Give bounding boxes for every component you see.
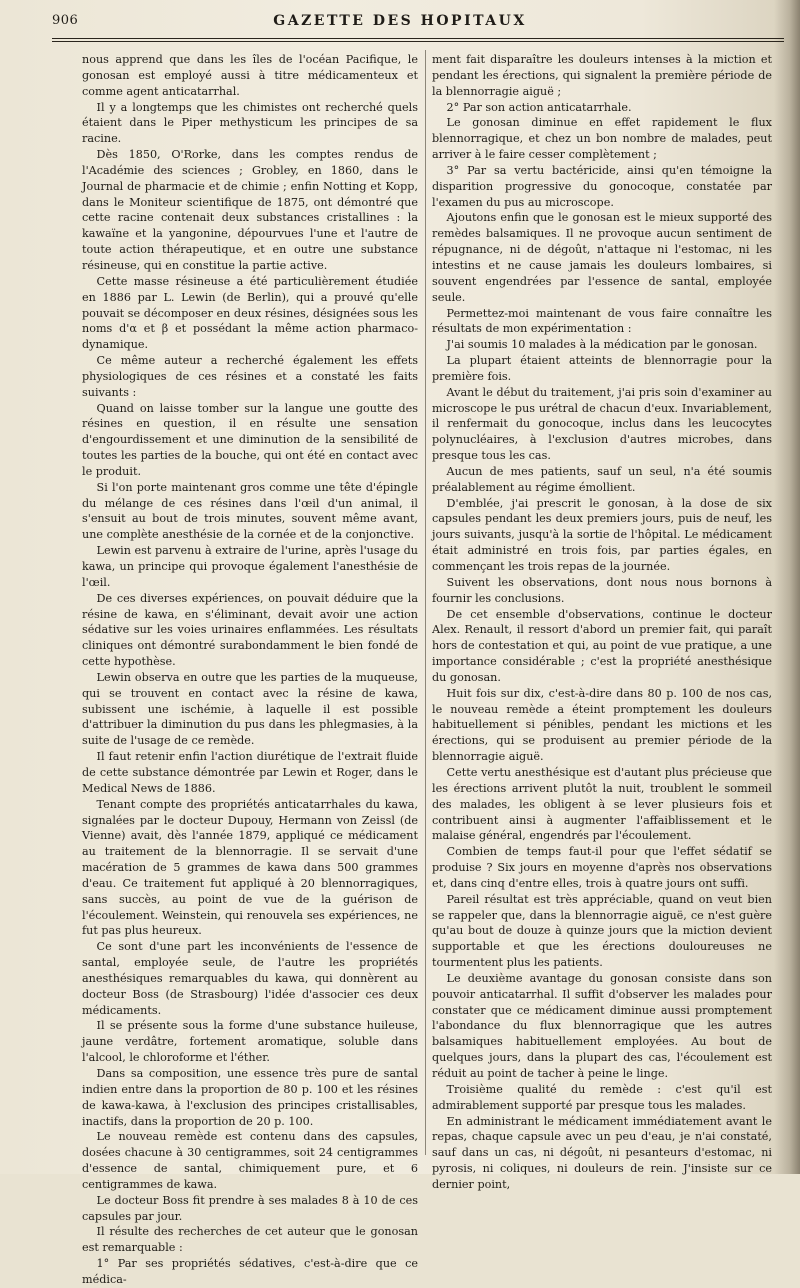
header-rule [52,38,784,39]
paragraph: Troisième qualité du remède : c'est qu'il est admirablement supporté par presque tous les malades. [432,1082,772,1112]
paragraph: ment fait disparaître les douleurs intenses à la miction et pendant les érections, qui signalent la première période de la blennorragie aiguë ; [432,53,772,98]
paragraph: Dans sa composition, une essence très pure de santal indien entre dans la proportion de 80 p. 100 et les résines de kawa-kawa, à l'exclusion des principes cristallisables, inactifs, dans la proportion de 20 p. 100. [82,1067,418,1128]
paragraph: Tenant compte des propriétés anticatarrhales du kawa, signalées par le docteur Dupouy, Hermann von Zeissl (de Vienne) avait, dès l'année 1879, appliqué ce médicament au traitement de la blennorragie. Il se servait d'une macération de 5 grammes de kawa dans 500 grammes d'eau. Ce traitement fut appliqué à 20 blennorragiques, sans succès, au point de vue de la guérison de l'écoulement. Weinstein, qui renouvela ses expériences, ne fut pas plus heureux. [82,797,418,938]
paragraph: 2° Par son action anticatarrhale. [446,100,632,114]
paragraph: Huit fois sur dix, c'est-à-dire dans 80 p. 100 de nos cas, le nouveau remède a éteint promptement les douleurs habituellement si pénibles, pendant les mictions et les érections, qui se produisent au premier période de la blennorragie aiguë. [432,686,772,764]
paragraph: J'ai soumis 10 malades à la médication par le gonosan. [446,338,758,352]
paragraph: nous apprend que dans les îles de l'océan Pacifique, le gonosan est employé aussi à titre médicamenteux et comme agent anticatarrhal. [82,53,418,98]
column-divider [425,50,426,1155]
paragraph: Quand on laisse tomber sur la langue une goutte des résines en question, il en résulte une sensation d'engourdissement et une diminution de la sensibilité de toutes les parties de la bouche, qui ont été en contact avec le produit. [82,401,418,478]
paragraph: Ce sont d'une part les inconvénients de l'essence de santal, employée seule, de l'autre les propriétés anesthésiques remarquables du kawa, qui donnèrent au docteur Boss (de Strasbourg) l'idée d'associer ces deux médicaments. [82,940,418,1017]
paragraph: Permettez-moi maintenant de vous faire connaître les résultats de mon expérimentation : [432,306,772,336]
paragraph: Ajoutons enfin que le gonosan est le mieux supporté des remèdes balsamiques. Il ne provoque aucun sentiment de répugnance, ni de dégoût, n'attaque ni l'estomac, ni les intestins et ne cause jamais les douleurs lombaires, si souvent engendrées par l'essence de santal, employée seule. [432,211,772,304]
paragraph: D'emblée, j'ai prescrit le gonosan, à la dose de six capsules pendant les deux premiers jours, puis de neuf, les jours suivants, jusqu'à la sortie de l'hôpital. Le médicament était administré en trois fois, par parties égales, en commençant les trois repas de la journée. [432,496,772,573]
paragraph: La plupart étaient atteints de blennorragie pour la première fois. [432,354,772,383]
paragraph: Avant le début du traitement, j'ai pris soin d'examiner au microscope le pus urétral de chacun d'eux. Invariablement, il renfermait du gonocoque, inclus dans les leucocytes polynucléaires, à l'exclusion d'autres microbes, dans presque tous les cas. [432,385,772,463]
paragraph: Combien de temps faut-il pour que l'effet sédatif se produise ? Six jours en moyenne d'après nos observations et, dans cinq d'entre elles, trois à quatre jours ont suffi. [432,845,772,890]
paragraph: Il y a longtemps que les chimistes ont recherché quels étaient dans le Piper methysticum les principes de sa racine. [82,100,418,146]
header-rule-double [52,41,784,42]
right-column [432,52,772,1193]
paragraph: Cette vertu anesthésique est d'autant plus précieuse que les érections arrivent plutôt la nuit, troublent le sommeil des malades, les obligent à se lever plusieurs fois et contribuent ainsi à augmenter l'affaiblissement et le malaise général, engendrés par l'écoulement. [432,765,772,843]
paragraph: Le docteur Boss fit prendre à ses malades 8 à 10 de ces capsules par jour. [82,1193,418,1223]
paragraph: Le gonosan diminue en effet rapidement le flux blennorragique, et chez un bon nombre de malades, peut arriver à le faire cesser complètement ; [432,116,772,162]
paragraph: Lewin est parvenu à extraire de l'urine, après l'usage du kawa, un principe qui provoque également l'anesthésie de l'œil. [82,544,418,589]
paragraph: 1° Par ses propriétés sédatives, c'est-à-dire que ce médica- [82,1257,418,1286]
paragraph: Si l'on porte maintenant gros comme une tête d'épingle du mélange de ces résines dans l'œil d'un animal, il s'ensuit au bout de trois minutes, souvent même avant, une complète anesthésie de la cornée et de la conjonctive. [82,480,418,542]
paragraph: Lewin observa en outre que les parties de la muqueuse, qui se trouvent en contact avec la résine de kawa, subissent une ischémie, à laquelle il est possible d'attribuer la diminution du pus dans les phlegmasies, à la suite de l'usage de ce remède. [82,670,418,748]
paragraph: Il se présente sous la forme d'une substance huileuse, jaune verdâtre, fortement aromatique, soluble dans l'alcool, le chloroforme et l'éther. [82,1019,418,1065]
paragraph: Il faut retenir enfin l'action diurétique de l'extrait fluide de cette substance démontrée par Lewin et Roger, dans le Medical News de 1886. [82,750,418,795]
paragraph: Dès 1850, O'Rorke, dans les comptes rendus de l'Académie des sciences ; Grobley, en 1860, dans le Journal de pharmacie et de chimie ; enfin Notting et Kopp, dans le Moniteur scientifique de 1875, ont démontré que cette racine contenait deux substances cristallines : la kawaïne et la yangonine, dépourvues l'une et l'autre de toute action thérapeutique, et en outre une substance résineuse, qui en constitue la partie active. [82,148,418,272]
paragraph: Pareil résultat est très appréciable, quand on veut bien se rappeler que, dans la blennorragie aiguë, ce n'est guère qu'au bout de douze à quinze jours que la miction devient supportable et que les érections douloureuses ne tourmentent plus les patients. [432,892,772,970]
paragraph: En administrant le médicament immédiatement avant le repas, chaque capsule avec un peu d'eau, je n'ai constaté, sauf dans un cas, ni dégoût, ni pesanteurs d'estomac, ni pyrosis, ni coliques, ni douleurs de rein. J'insiste sur ce dernier point, [432,1114,772,1191]
page-number: 906 [52,13,79,28]
paragraph: Il résulte des recherches de cet auteur que le gonosan est remarquable : [82,1225,418,1255]
paragraph: 3° Par sa vertu bactéricide, ainsi qu'en témoigne la disparition progressive du gonocoque, constatée par l'examen du pus au microscope. [432,163,772,209]
paragraph: Ce même auteur a recherché également les effets physiologiques de ces résines et a constaté les faits suivants : [82,354,418,399]
left-column [82,52,418,1288]
paragraph: De cet ensemble d'observations, continue le docteur Alex. Renault, il ressort d'abord un premier fait, qui paraît hors de contestation et qui, au point de vue pratique, a une importance considérable ; c'est la propriété anesthésique du gonosan. [432,607,772,684]
running-title: GAZETTE DES HOPITAUX [273,13,527,29]
paragraph: Cette masse résineuse a été particulièrement étudiée en 1886 par L. Lewin (de Berlin), qui a prouvé qu'elle pouvait se décomposer en deux résines, désignées sous les noms d'α et β et possédant la même action pharmaco-dynamique. [82,274,418,352]
paragraph: Le nouveau remède est contenu dans des capsules, dosées chacune à 30 centigrammes, soit 24 centigrammes d'essence de santal, chimiquement pure, et 6 centigrammes de kawa. [82,1130,418,1191]
paragraph: Suivent les observations, dont nous nous bornons à fournir les conclusions. [432,575,772,605]
binding-shadow [774,0,800,1174]
paragraph: Aucun de mes patients, sauf un seul, n'a été soumis préalablement au régime émollient. [432,464,772,494]
paragraph: Le deuxième avantage du gonosan consiste dans son pouvoir anticatarrhal. Il suffit d'observer les malades pour constater que ce médicament diminue aussi promptement l'abondance du flux blennorragique que les autres balsamiques habituellement employées. Au bout de quelques jours, dans la plupart des cas, l'écoulement est réduit au point de tacher à peine le linge. [432,971,772,1080]
paragraph: De ces diverses expériences, on pouvait déduire que la résine de kawa, en s'éliminant, devait avoir une action sédative sur les voies urinaires enflammées. Les résultats cliniques ont démontré surabondamment le bien fondé de cette hypothèse. [82,591,418,669]
